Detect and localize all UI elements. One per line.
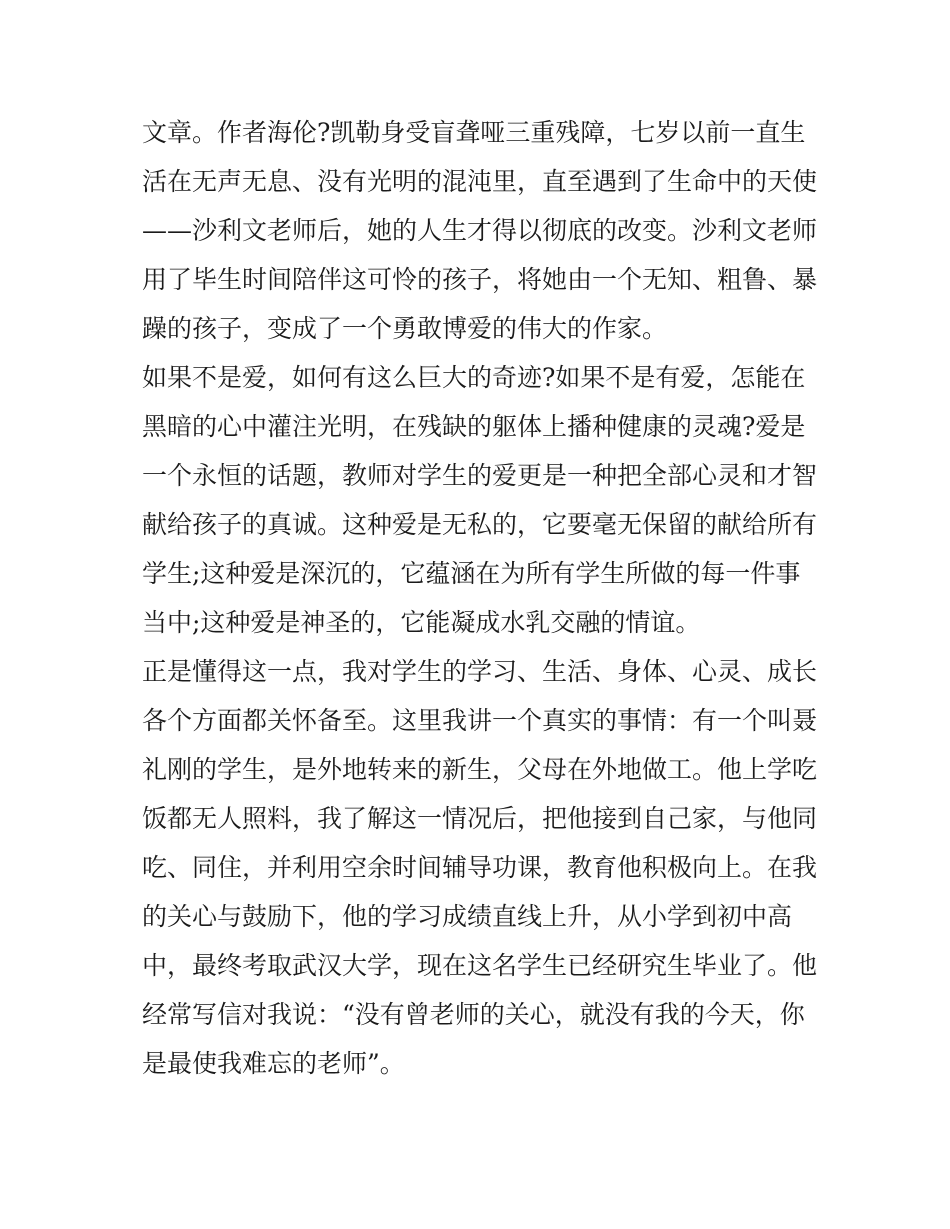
text-line: 经常写信对我说：“没有曾老师的关心，就没有我的今天，你 [142,1000,805,1029]
text-line: 如果不是爱，如何有这么巨大的奇迹?如果不是有爱，怎能在 [142,363,806,392]
text-line: 礼刚的学生，是外地转来的新生，父母在外地做工。他上学吃 [142,755,818,784]
text-line: 当中;这种爱是神圣的，它能凝成水乳交融的情谊。 [142,608,701,637]
text-line: 正是懂得这一点，我对学生的学习、生活、身体、心灵、成长 [142,657,818,686]
text-line: 活在无声无息、没有光明的混沌里，直至遇到了生命中的天使 [142,167,818,196]
text-line: 献给孩子的真诚。这种爱是无私的，它要毫无保留的献给所有 [142,510,818,539]
document-body [142,108,818,1088]
text-line: 文章。作者海伦?凯勒身受盲聋哑三重残障，七岁以前一直生 [142,118,806,147]
text-line: 中，最终考取武汉大学，现在这名学生已经研究生毕业了。他 [142,951,818,980]
paragraph-student-story [142,647,818,1088]
text-line: 各个方面都关怀备至。这里我讲一个真实的事情：有一个叫聂 [142,706,818,735]
text-line: 躁的孩子，变成了一个勇敢博爱的伟大的作家。 [142,314,668,343]
text-line: 黑暗的心中灌注光明，在残缺的躯体上播种健康的灵魂?爱是 [142,412,806,441]
text-line: ——沙利文老师后，她的人生才得以彻底的改变。沙利文老师 [142,216,818,245]
text-line: 一个永恒的话题，教师对学生的爱更是一种把全部心灵和才智 [142,461,818,490]
text-line: 饭都无人照料，我了解这一情况后，把他接到自己家，与他同 [142,804,818,833]
text-line: 学生;这种爱是深沉的，它蕴涵在为所有学生所做的每一件事 [142,559,801,588]
text-line: 吃、同住，并利用空余时间辅导功课，教育他积极向上。在我 [142,853,818,882]
paragraph-teacher-love [142,353,818,647]
paragraph-helen-keller [142,108,818,353]
text-line: 是最使我难忘的老师”。 [142,1049,405,1078]
text-line: 的关心与鼓励下，他的学习成绩直线上升，从小学到初中高 [142,902,793,931]
text-line: 用了毕生时间陪伴这可怜的孩子，将她由一个无知、粗鲁、暴 [142,265,818,294]
